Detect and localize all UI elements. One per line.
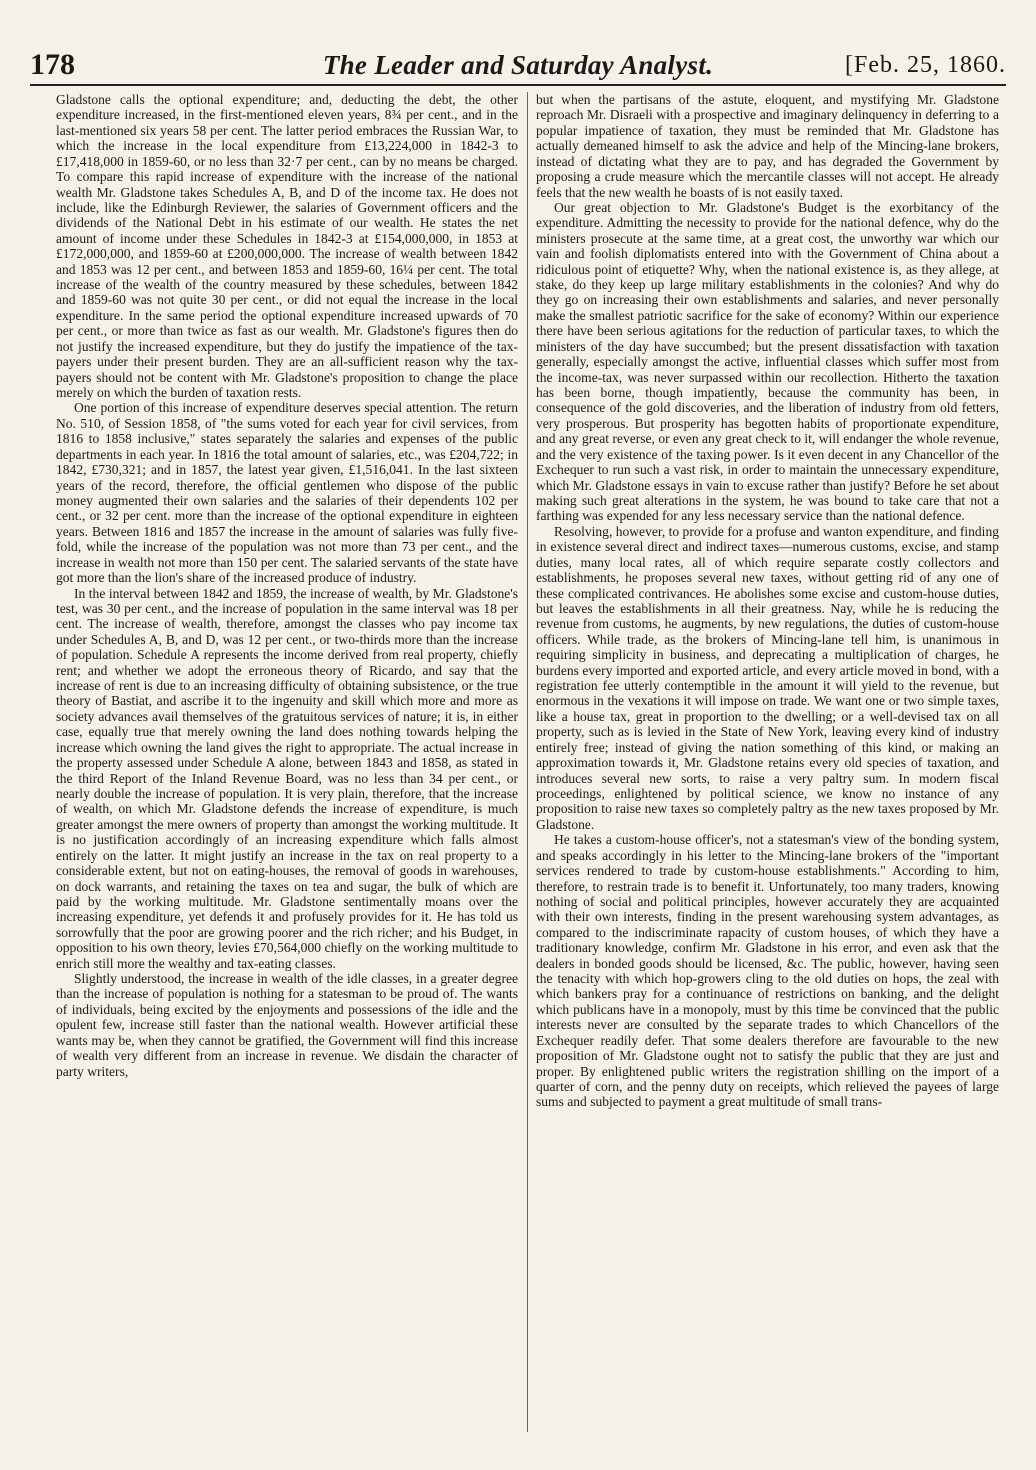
paragraph: Gladstone calls the optional expenditure; and, deducting the debt, the other expenditure increased, in the first-mentioned eleven years, 8¾ per cent., and in the last-mentioned six years 58 per cent. The latter period embraces the Russian War, to which the increase in the local expenditure from £13,224,000 in 1842-3 to £17,418,000 in 1859-60, or no less than 32·7 per cent., can by no means be charged. To compare this rapid increase of expenditure with the increase of the national wealth Mr. Gladstone takes Schedules A, B, and D of the income tax. He does not include, like the Edinburgh Reviewer, the salaries of Government officers and the dividends of the National Debt in his estimate of our wealth. He states the net amount of income under these Schedules in 1842-3 at £154,000,000, in 1853 at £172,000,000, and 1859-60 at £200,000,000. The increase of wealth between 1842 and 1853 was 12 per cent., and between 1853 and 1859-60, 16¼ per cent. The total increase of the wealth of the country measured by these schedules, between 1842 and 1859-60 was not quite 30 per cent., or did not equal the increase in the local expenditure. In the same period the optional expenditure increased upwards of 70 per cent., or more than twice as fast as our wealth. Mr. Gladstone's figures then do not justify the increased expenditure, but they do justify the impatience of the tax-payers under their present burden. They are an all-sufficient reason why the tax-payers should not be content with Mr. Gladstone's proposition to change the place merely on which the burden of taxation rests.	[56, 92, 518, 401]
paragraph: One portion of this increase of expenditure deserves special attention. The return No. 510, of Session 1858, of "the sums voted for each year for civil services, from 1816 to 1858 inclusive," states separately the salaries and expenses of the public departments in each year. In 1816 the total amount of salaries, etc., was £204,722; in 1842, £730,321; and in 1857, the latest year given, £1,516,041. In the last sixteen years of the record, therefore, the official gentlemen who dispose of the public money augmented their own salaries and the salaries of their dependents 102 per cent., or 32 per cent. more than the increase of the optional expenditure in eighteen years. Between 1816 and 1857 the increase in the amount of salaries was fully five-fold, while the increase of the population was not more than 73 per cent., and the increase in wealth not more than 150 per cent. The salaried servants of the state have got more than the lion's share of the increased produce of industry.	[56, 400, 518, 586]
page-number: 178	[30, 48, 75, 81]
issue-date: [Feb. 25, 1860.	[845, 52, 1006, 78]
paragraph: Slightly understood, the increase in wealth of the idle classes, in a greater degree than the increase of population is nothing for a statesman to be proud of. The wants of individuals, being excited by the enjoyments and possessions of the idle and the opulent few, increase still faster than the national wealth. However artificial these wants may be, when they cannot be gratified, the Government will find this increase of wealth very different from an increase in revenue. We disdain the character of party writers,	[56, 971, 518, 1079]
paragraph: but when the partisans of the astute, eloquent, and mystifying Mr. Gladstone reproach Mr. Disraeli with a prospective and imaginary delinquency in deferring to a popular impatience of taxation, they must be reminded that Mr. Gladstone has actually demeaned himself to ask the advice and help of the Mincing-lane brokers, instead of dictating what they are to pay, and has degraded the Government by proposing a crude measure which the mercantile classes will not accept. He already feels that the new wealth he boasts of is not easily taxed.	[536, 92, 999, 200]
publication-title: The Leader and Saturday Analyst.	[322, 50, 714, 80]
paragraph: Resolving, however, to provide for a profuse and wanton expenditure, and finding in existence several direct and indirect taxes—numerous customs, excise, and stamp duties, many local rates, all of which require separate costly collectors and establishments, he proposes several new taxes, without getting rid of any one of these complicated contrivances. He abolishes some excise and custom-house duties, but leaves the establishments in all their greatness. Nay, while he is reducing the revenue from customs, he augments, by new regulations, the duties of custom-house officers. While trade, as the brokers of Mincing-lane tell him, is unanimous in requiring simplicity in business, and deprecating a multiplication of charges, he burdens every imported and exported article, and every article moved in bond, with a registration fee utterly contemptible in the amount it will yield to the revenue, but enormous in the vexations it will impose on trade. We want one or two simple taxes, like a house tax, great in proportion to the dwelling; or a well-devised tax on all property, such as is levied in the State of New York, leaving every kind of industry entirely free; instead of giving the nation something of this kind, or making an approximation towards it, Mr. Gladstone retains every old species of taxation, and introduces several new sorts, to raise a very paltry sum. In modern fiscal proceedings, enlightened by political science, we know no instance of any proposition to raise new taxes so completely paltry as the new taxes proposed by Mr. Gladstone.	[536, 523, 999, 832]
paragraph: In the interval between 1842 and 1859, the increase of wealth, by Mr. Gladstone's test, was 30 per cent., and the increase of population in the same interval was 18 per cent. The increase of wealth, therefore, amongst the classes who pay income tax under Schedules A, B, and D, was 12 per cent., or two-thirds more than the increase of population. Schedule A represents the income derived from real property, chiefly rent; and whether we adopt the erroneous theory of Ricardo, and say that the increase of rent is due to an increasing difficulty of obtaining subsistence, or the true theory of Bastiat, and ascribe it to the ingenuity and skill which more and more as society advances avail themselves of the gratuitous services of nature; it is, in either case, equally true that merely owning the land does nothing towards helping the increase which owning the land gives the right to appropriate. The actual increase in the property assessed under Schedule A alone, between 1843 and 1858, as stated in the third Report of the Inland Revenue Board, was no less than 34 per cent., or nearly double the increase of population. It is very plain, therefore, that the increase of wealth, on which Mr. Gladstone defends the increase of expenditure, is much greater amongst the mere owners of property than amongst the working multitude. It is no justification accordingly of an increasing expenditure which falls almost entirely on the latter. It might justify an increase in the tax on real property to a considerable extent, but not on eating-houses, the removal of goods in warehouses, on dock warrants, and retaining the taxes on tea and sugar, the bulk of which are paid by the working multitude. Mr. Gladstone sentimentally moans over the increasing expenditure, yet defends it and profusely provides for it. He has told us sorrowfully that the poor are growing poorer and the rich richer; and his Budget, in opposition to his own theory, levies £70,564,000 chiefly on the working multitude to enrich still more the wealthy and tax-eating classes.	[56, 585, 518, 971]
right-column	[536, 92, 999, 1452]
page-header	[30, 46, 1006, 86]
paragraph: He takes a custom-house officer's, not a statesman's view of the bonding system, and speaks accordingly in his letter to the Mincing-lane brokers of the "important services rendered to trade by custom-house establishments." According to him, therefore, to restrain trade is to benefit it. Unfortunately, too many traders, knowing nothing of social and political principles, however accurately they are acquainted with their own interests, finding in the present warehousing system advantages, as compared to the indiscriminate rapacity of custom houses, of which they have a traditionary knowledge, confirm Mr. Gladstone in his error, and even ask that the dealers in bonded goods should be licensed, &c. The public, however, having seen the tenacity with which hop-growers cling to the old duties on hops, the zeal with which bankers pray for a continuance of restrictions on banking, and the delight which publicans have in a monopoly, must by this time be convinced that the public interests never are consulted by the separate trades to which Chancellors of the Exchequer readily defer. That some dealers therefore are favourable to the new proposition of Mr. Gladstone ought not to satisfy the public that they are just and proper. By enlightened public writers the registration shilling on the import of a quarter of corn, and the penny duty on receipts, which relieved the payees of large sums and subjected to payment a great multitude of small trans-	[536, 832, 999, 1110]
paragraph: Our great objection to Mr. Gladstone's Budget is the exorbitancy of the expenditure. Admitting the necessity to provide for the national defence, why do the ministers prosecute at the same time, at a great cost, the unworthy war which our vain and foolish diplomatists entered into with the Government of China about a ridiculous point of etiquette? Why, when the national existence is, as they allege, at stake, do they keep up large military establishments in the colonies? And why do they go on increasing their own establishments and salaries, and never personally make the smallest patriotic sacrifice for the sake of economy? Within our experience there have been serious agitations for the reduction of particular taxes, to which the ministers of the day have succumbed; but the present dissatisfaction with taxation generally, especially amongst the active, influential classes which suffer most from the income-tax, was never surpassed within our recollection. Hitherto the taxation has been borne, though impatiently, because the community has been, in consequence of the gold discoveries, and the liberation of industry from old fetters, very prosperous. But prosperity has begotten habits of proportionate expenditure, and any great reverse, or even any great check to it, will endanger the whole revenue, and the very existence of the taxing power. Is it even decent in any Chancellor of the Exchequer to run such a vast risk, in order to maintain the unnecessary expenditure, which Mr. Gladstone essays in vain to excuse rather than justify? Before he set about making such great alterations in the system, he was bound to take care that not a farthing was expended for any less necessary service than the national defence.	[536, 199, 999, 524]
left-column	[56, 92, 518, 1452]
column-divider	[527, 92, 528, 1432]
